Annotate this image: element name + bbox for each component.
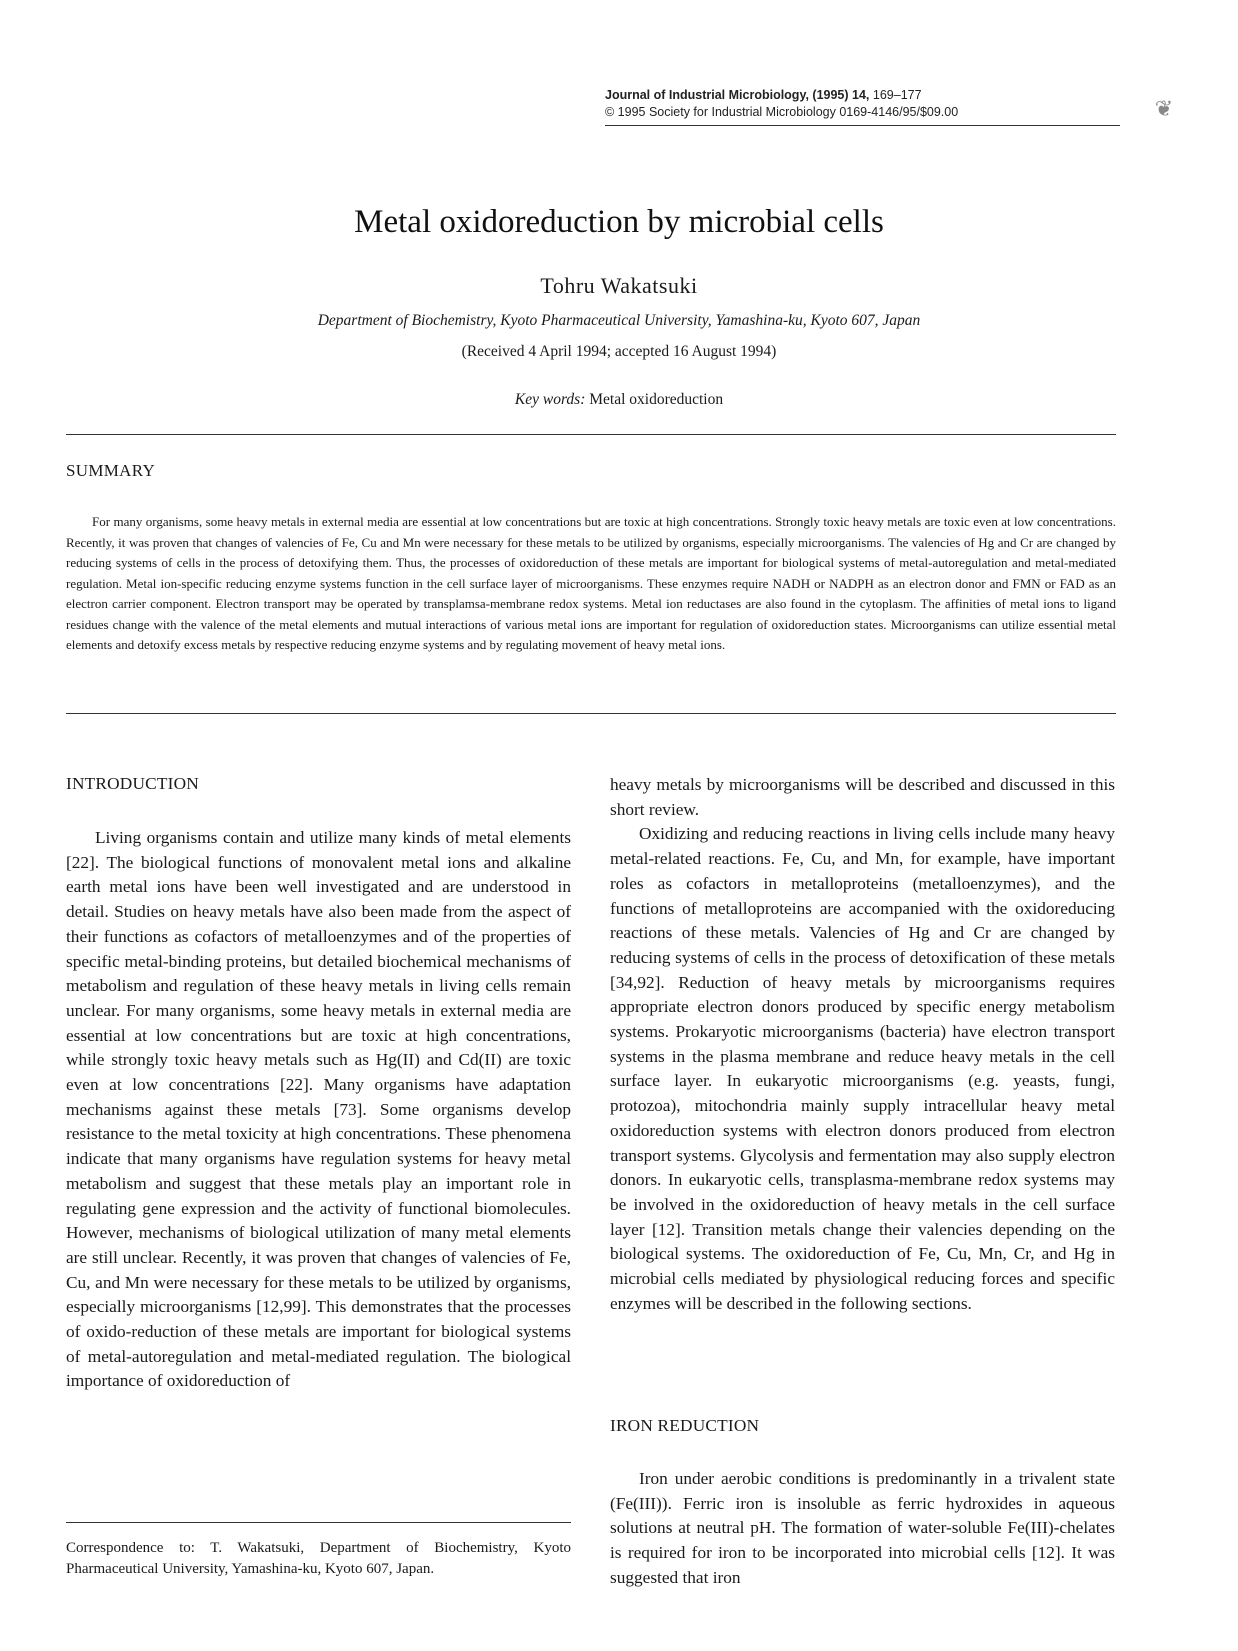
introduction-heading: INTRODUCTION [66,774,199,793]
right-column [610,773,1115,1316]
summary-bottom-rule [66,713,1116,714]
copyright-line: © 1995 Society for Industrial Microbiology 0169-4146/95/$09.00 [605,105,959,119]
publisher-logo-icon: ❦ [1154,97,1174,122]
correspondence-footnote: Correspondence to: T. Wakatsuki, Department of Biochemistry, Kyoto Pharmaceutical University, Yamashina-ku, Kyoto 607, Japan. [66,1540,571,1577]
author-name: Tohru Wakatsuki [540,273,698,298]
summary-heading: SUMMARY [66,461,156,480]
iron-reduction-section [610,1467,1115,1591]
introduction-paragraph-2: Oxidizing and reducing reactions in living cells include many heavy metal-related reactions. Fe, Cu, and Mn, for example, have important roles as cofactors in metalloproteins (metalloenzymes), and the functions of metalloproteins are accompanied with the oxidoreducing reactions of these metals. Valencies of Hg and Cr are changed by reducing systems of cells in the process of detoxification of these metals [34,92]. Reduction of heavy metals by microorganisms requires appropriate electron donors produced by specific energy metabolism systems. Prokaryotic microorganisms (bacteria) have electron transport systems in the plasma membrane and reduce heavy metals in the cell surface layer. In eukaryotic microorganisms (e.g. yeasts, fungi, protozoa), mitochondria mainly supply intracellular heavy metal oxidoreduction systems with electron donors produced from electron transport systems. Glycolysis and fermentation may also supply electron donors. In eukaryotic cells, transplasma-membrane redox systems may be involved in the oxidoreduction of heavy metals in the cell surface layer [12]. Transition metals change their valencies depending on the biological systems. The oxidoreduction of Fe, Cu, Mn, Cr, and Hg in microbial cells mediated by physiological reducing forces and specific enzymes will be described in the following sections. [610,824,1115,1313]
iron-reduction-paragraph: Iron under aerobic conditions is predominantly in a trivalent state (Fe(III)). Ferric iron is insoluble as ferric hydroxides in aqueous solutions at neutral pH. The formation of water-soluble Fe(III)-chelates is required for iron to be incorporated into microbial cells [12]. It was suggested that iron [610,1469,1115,1587]
summary-text: For many organisms, some heavy metals in external media are essential at low concentrations but are toxic at high concentrations. Strongly toxic heavy metals are toxic even at low concentrations. Recently, it was proven that changes of valencies of Fe, Cu and Mn were necessary for these metals to be utilized by organisms, especially microorganisms. The valencies of Hg and Cr are changed by reducing systems of cells in the process of detoxifying them. Thus, the processes of oxidoreduction of these metals are important for biological systems of metal-autoregulation and metal-mediated regulation. Metal ion-specific reducing enzyme systems function in the cell surface layer of microorganisms. These enzymes require NADH or NADPH as an electron donor and FMN or FAD as an electron carrier component. Electron transport may be operated by transplamsa-membrane redox systems. Metal ion reductases are also found in the cytoplasm. The affinities of metal ions to ligand residues change with the valence of the metal elements and mutual interactions of various metal ions are important for regulation of oxidoreduction states. Microorganisms can utilize essential metal elements and detoxify excess metals by respective reducing enzyme systems and by regulating movement of heavy metal ions. [66,514,1116,652]
header-rule [605,125,1120,126]
journal-pages: 169–177 [872,88,922,102]
journal-name: Journal of Industrial Microbiology, (1995) 14, [605,88,870,102]
received-dates: (Received 4 April 1994; accepted 16 August 1994) [461,343,777,360]
footnote-rule [66,1522,571,1523]
iron-reduction-heading: IRON REDUCTION [610,1416,760,1435]
keywords-value: Metal oxidoreduction [589,391,724,408]
keywords [0,390,1238,410]
article-title: Metal oxidoreduction by microbial cells [354,204,884,240]
keywords-label: Key words: [514,391,586,408]
journal-citation [605,87,1125,104]
left-column [66,826,571,1394]
summary-top-rule [66,434,1116,435]
introduction-paragraph: Living organisms contain and utilize many kinds of metal elements [22]. The biological functions of monovalent metal ions and alkaline earth metal ions have been well investigated and are understood in detail. Studies on heavy metals have also been made from the aspect of their functions as cofactors of metalloenzymes and of the properties of specific metal-binding proteins, but detailed biochemical mechanisms of metabolism and regulation of these heavy metals in living cells remain unclear. For many organisms, some heavy metals in external media are essential at low concentrations but are toxic at high concentrations, while strongly toxic heavy metals such as Hg(II) and Cd(II) are toxic even at low concentrations [22]. Many organisms have adaptation mechanisms against these metals [73]. Some organisms develop resistance to the metal toxicity at high concentrations. These phenomena indicate that many organisms have regulation systems for heavy metal metabolism and suggest that these metals play an important role in regulating gene expression and the activity of functional biomolecules. However, mechanisms of biological utilization of many metal elements are still unclear. Recently, it was proven that changes of valencies of Fe, Cu, and Mn were necessary for these metals to be utilized by organisms, especially microorganisms [12,99]. This demonstrates that the processes of oxido-reduction of these metals are important for biological systems of metal-autoregulation and metal-mediated regulation. The biological importance of oxidoreduction of [66,828,571,1391]
introduction-continued: heavy metals by microorganisms will be described and discussed in this short review. [610,775,1115,819]
journal-header [605,87,1125,121]
author-affiliation: Department of Biochemistry, Kyoto Pharmaceutical University, Yamashina-ku, Kyoto 607, Japan [317,312,921,329]
